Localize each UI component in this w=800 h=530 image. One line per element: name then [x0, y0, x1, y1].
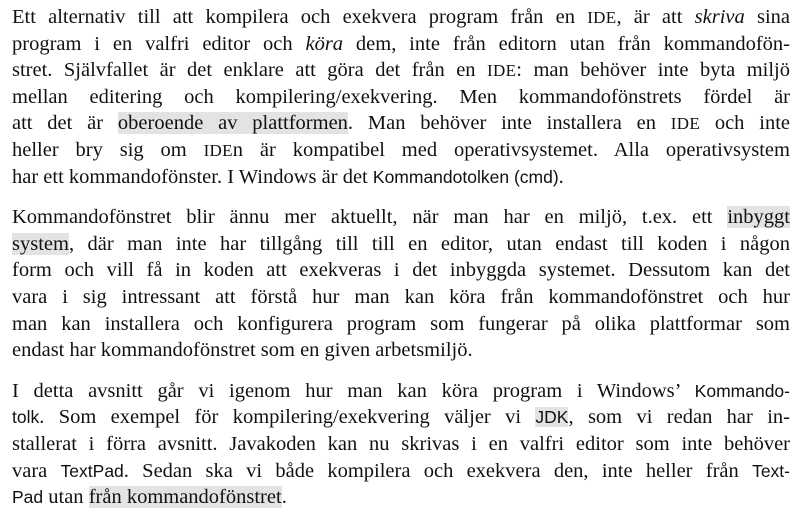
text-run: vara	[12, 459, 61, 482]
text-run: .	[281, 486, 287, 509]
text-run: . Som exempel för kompilering/exekvering väljer vi	[39, 406, 536, 429]
text-run: .	[558, 165, 564, 188]
program-name: Kommandotolken (cmd)	[372, 166, 559, 187]
text-run: vara i sig intressant att förstå hur man kan köra från kommandofönstret och hur	[12, 285, 790, 308]
program-name: TextPad	[60, 460, 124, 481]
glossary-term-highlight: JDK	[535, 407, 569, 428]
text-line	[12, 337, 790, 364]
program-name: Pad	[12, 487, 44, 508]
text-line	[12, 4, 790, 31]
text-line	[12, 164, 790, 191]
text-run: mellan editering och kompilering/exekvering. Men kommandofönstrets fördel är	[12, 85, 790, 108]
acronym: IDE	[203, 140, 233, 160]
acronym: IDE	[487, 61, 517, 81]
text-run: man kan installera och konfigurera program som fungerar på olika plattformar som	[12, 312, 790, 335]
program-name: Text-	[752, 460, 790, 481]
paragraph-1	[12, 4, 790, 190]
text-run: har ett kommandofönster. I Windows är det	[12, 165, 373, 188]
text-run: : man behöver inte byta miljö	[516, 59, 790, 82]
emphasis: skriva	[694, 6, 745, 28]
text-line	[12, 110, 790, 137]
glossary-term-highlight: oberoende av plattformen	[117, 112, 348, 135]
text-run: , där man inte har tillgång till till en editor, utan endast till koden i någon	[68, 232, 790, 255]
glossary-term-highlight: system	[12, 232, 69, 255]
document-body	[12, 4, 790, 525]
program-name: Kommando-	[694, 380, 790, 401]
text-run: utan	[43, 486, 89, 509]
text-run: , är att	[616, 6, 695, 28]
text-line	[12, 257, 790, 284]
text-run: . Man behöver inte installera en	[347, 112, 671, 135]
acronym: IDE	[587, 8, 617, 27]
text-run: stallerat i förra avsnitt. Javakoden kan nu skrivas i en valfri editor som inte behöver	[12, 432, 790, 455]
text-run: Kommandofönstret blir ännu mer aktuellt, när man har en miljö, t.ex. ett	[12, 206, 728, 229]
text-line	[12, 431, 790, 458]
text-run: . Sedan ska vi både kompilera och exekvera den, inte heller från	[123, 459, 753, 482]
text-run: stret. Självfallet är det enklare att göra det från en	[12, 59, 488, 82]
emphasis: köra	[305, 32, 344, 55]
text-line	[12, 137, 790, 164]
text-line	[12, 484, 790, 511]
text-run: och inte	[700, 112, 790, 135]
text-run: , som vi redan har in-	[568, 406, 790, 429]
text-line	[12, 458, 790, 485]
text-line	[12, 284, 790, 311]
text-line	[12, 378, 790, 405]
text-run: I detta avsnitt går vi igenom hur man kan köra program i Windows’	[12, 379, 695, 402]
text-line	[12, 57, 790, 84]
text-run: heller bry sig om	[12, 138, 204, 161]
text-run: att det är	[12, 112, 118, 135]
program-name: tolk	[12, 407, 40, 428]
text-run: sina	[744, 6, 790, 28]
glossary-term-highlight: inbyggt	[727, 206, 790, 229]
acronym: IDE	[670, 114, 701, 134]
text-line	[12, 31, 790, 58]
text-run: program i en valfri editor och	[12, 32, 306, 55]
text-line	[12, 311, 790, 338]
text-run: Ett alternativ till att kompilera och exekvera program från en	[12, 6, 588, 28]
text-line	[12, 404, 790, 431]
glossary-term-highlight: från kommandofönstret	[88, 486, 282, 509]
text-line	[12, 231, 790, 258]
text-line	[12, 204, 790, 231]
text-run: form och vill få in koden att exekveras i det inbyggda systemet. Dessutom kan det	[12, 259, 790, 282]
text-run: n är kompatibel med operativsystemet. Alla operativsystem	[232, 138, 790, 161]
paragraph-2	[12, 204, 790, 364]
text-run: dem, inte från editorn utan från kommandofön-	[343, 32, 790, 55]
paragraph-3	[12, 378, 790, 511]
text-run: endast har kommandofönstret som en given arbetsmiljö.	[12, 339, 473, 362]
text-line	[12, 84, 790, 111]
